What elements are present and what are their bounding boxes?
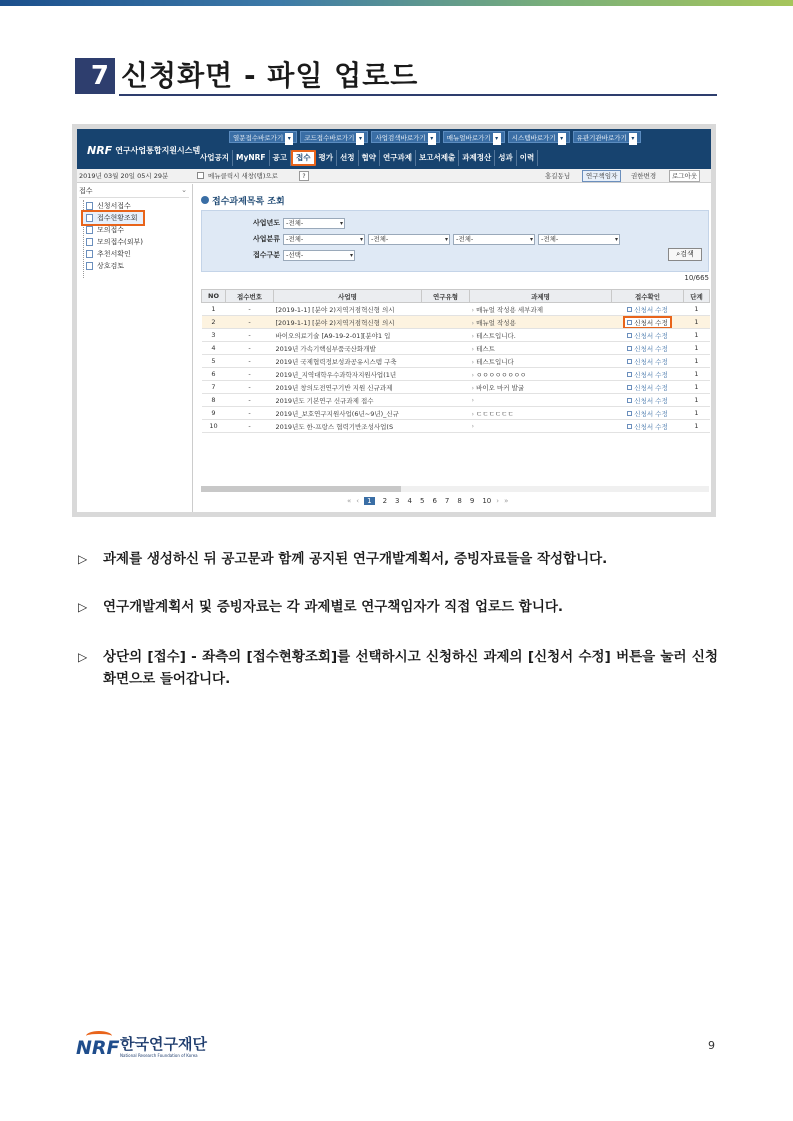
first-page-button[interactable]: « bbox=[347, 497, 352, 505]
page-link[interactable]: 5 bbox=[419, 497, 425, 505]
cell-title-text: ㅇㅇㅇㅇㅇㅇㅇㅇ bbox=[476, 370, 527, 379]
page-link[interactable]: 10 bbox=[482, 497, 492, 505]
edit-application-button[interactable] bbox=[627, 305, 667, 314]
column-header: 접수확인 bbox=[612, 290, 684, 303]
cell-no: 4 bbox=[202, 342, 226, 355]
cell-type bbox=[422, 316, 470, 329]
document-icon bbox=[627, 307, 632, 312]
nrf-logo-mark: NRF bbox=[87, 143, 113, 157]
nav-item-submission[interactable]: 접수 bbox=[291, 150, 316, 166]
column-header: 접수번호 bbox=[226, 290, 274, 303]
page-link[interactable]: 2 bbox=[382, 497, 388, 505]
arrow-right-icon: › bbox=[471, 318, 475, 327]
quick-link-label: 매뉴얼바로가기 bbox=[446, 134, 491, 142]
chevron-down-icon: ▾ bbox=[493, 133, 501, 145]
cell-project: 2019년 가속기핵심부품국산화개발 bbox=[274, 342, 422, 355]
embedded-screenshot bbox=[72, 124, 716, 517]
section-number: 7 bbox=[75, 58, 115, 94]
edit-application-button[interactable] bbox=[627, 370, 667, 379]
sidebar-item-peer-review[interactable] bbox=[83, 260, 143, 272]
cell-number: - bbox=[226, 368, 274, 381]
filter-row-year bbox=[250, 217, 345, 229]
table-row[interactable] bbox=[202, 316, 710, 329]
document-icon bbox=[86, 238, 93, 246]
filter-row-type bbox=[250, 249, 355, 261]
search-filter-panel bbox=[201, 210, 709, 272]
cell-stage: 1 bbox=[684, 381, 710, 394]
cell-status bbox=[612, 355, 684, 368]
arrow-right-icon: › bbox=[471, 383, 475, 392]
document-icon bbox=[627, 398, 632, 403]
sidebar-item-label: 모의접수(외부) bbox=[97, 238, 144, 246]
nav-item-report[interactable]: 보고서제출 bbox=[416, 150, 459, 166]
chevron-down-icon: ▾ bbox=[428, 133, 436, 145]
cell-type bbox=[422, 303, 470, 316]
column-header: 단계 bbox=[684, 290, 710, 303]
cell-number: - bbox=[226, 329, 274, 342]
cell-project: 바이오의료기술 [A9-19-2-01][분야1 입 bbox=[274, 329, 422, 342]
cell-no: 8 bbox=[202, 394, 226, 407]
category-select[interactable]: -전체- ▾ bbox=[368, 234, 450, 245]
table-row[interactable] bbox=[202, 355, 710, 368]
cell-project: 2019년도 한-프랑스 협력기반조성사업(S bbox=[274, 420, 422, 433]
cell-status bbox=[612, 394, 684, 407]
table-row[interactable] bbox=[202, 394, 710, 407]
cell-stage: 1 bbox=[684, 355, 710, 368]
role-select[interactable]: 연구책임자 bbox=[582, 170, 621, 182]
arrow-right-icon: › bbox=[471, 331, 475, 340]
cell-no: 1 bbox=[202, 303, 226, 316]
arrow-right-icon: › bbox=[471, 305, 475, 314]
cell-number: - bbox=[226, 342, 274, 355]
document-icon bbox=[627, 385, 632, 390]
filter-label: 접수구분 bbox=[252, 251, 280, 259]
cell-no: 6 bbox=[202, 368, 226, 381]
cell-title bbox=[470, 303, 612, 316]
cell-status bbox=[612, 329, 684, 342]
cell-title bbox=[470, 420, 612, 433]
cell-type bbox=[422, 407, 470, 420]
filter-row-category bbox=[250, 233, 620, 245]
cell-status bbox=[612, 316, 684, 329]
cell-title bbox=[470, 316, 612, 329]
edit-application-button[interactable] bbox=[627, 357, 667, 366]
category-select[interactable]: -전체- ▾ bbox=[538, 234, 620, 245]
cell-title bbox=[470, 342, 612, 355]
cell-no: 7 bbox=[202, 381, 226, 394]
org-name-korean: 한국연구재단 bbox=[120, 1035, 207, 1053]
cell-type bbox=[422, 342, 470, 355]
filter-label: 사업년도 bbox=[252, 219, 280, 227]
chevron-down-icon: ▾ bbox=[558, 133, 566, 145]
document-icon bbox=[627, 320, 632, 325]
global-nav bbox=[197, 150, 538, 166]
cell-title bbox=[470, 355, 612, 368]
cell-title-text: 테스트입니다. bbox=[476, 331, 516, 340]
app-logo[interactable] bbox=[87, 139, 200, 161]
section-underline bbox=[119, 94, 717, 96]
cell-title-text: 매뉴얼 작성용 세부과제 bbox=[476, 305, 544, 314]
edit-application-button[interactable] bbox=[627, 331, 667, 340]
sidebar-item-label: 상호검토 bbox=[97, 262, 125, 270]
help-icon[interactable]: ? bbox=[299, 171, 309, 181]
content-area bbox=[201, 184, 709, 517]
column-header: 사업명 bbox=[274, 290, 422, 303]
section-title: 신청화면 - 파일 업로드 bbox=[121, 59, 419, 92]
edit-application-button[interactable] bbox=[627, 344, 667, 353]
cell-type bbox=[422, 394, 470, 407]
instruction-text: 과제를 생성하신 뒤 공고문과 함께 공지된 연구개발계획서, 증빙자료들을 작성합니다. bbox=[103, 551, 608, 567]
edit-application-label: 신청서 수정 bbox=[634, 383, 668, 392]
document-icon bbox=[86, 262, 93, 270]
quick-link[interactable] bbox=[508, 131, 570, 143]
cell-type bbox=[422, 381, 470, 394]
cell-no: 9 bbox=[202, 407, 226, 420]
edit-application-label: 신청서 수정 bbox=[634, 370, 668, 379]
cell-no: 3 bbox=[202, 329, 226, 342]
table-row[interactable] bbox=[202, 368, 710, 381]
sidebar-item-application[interactable] bbox=[83, 200, 143, 212]
cell-title bbox=[470, 394, 612, 407]
sidebar-item-mock[interactable] bbox=[83, 224, 143, 236]
submission-table bbox=[201, 289, 710, 433]
document-icon bbox=[627, 346, 632, 351]
cell-stage: 1 bbox=[684, 420, 710, 433]
nav-item-research[interactable]: 연구과제 bbox=[380, 150, 416, 166]
system-name: 연구사업통합지원시스템 bbox=[115, 145, 201, 155]
page-number: 9 bbox=[708, 1039, 715, 1052]
cell-no: 2 bbox=[202, 316, 226, 329]
cell-number: - bbox=[226, 420, 274, 433]
edit-application-label: 신청서 수정 bbox=[634, 357, 668, 366]
cell-status bbox=[612, 342, 684, 355]
cell-status bbox=[612, 368, 684, 381]
table-row[interactable] bbox=[202, 407, 710, 420]
cell-number: - bbox=[226, 381, 274, 394]
nav-item-history[interactable]: 이력 bbox=[517, 150, 539, 166]
arrow-right-icon: › bbox=[471, 409, 475, 418]
left-nav bbox=[77, 184, 193, 517]
page-link[interactable]: 7 bbox=[444, 497, 450, 505]
cell-stage: 1 bbox=[684, 368, 710, 381]
bullet-icon bbox=[201, 196, 209, 204]
logout-button[interactable]: 로그아웃 bbox=[669, 170, 700, 182]
page-link[interactable]: 9 bbox=[469, 497, 475, 505]
document-icon bbox=[86, 202, 93, 210]
year-select[interactable]: -전체- ▾ bbox=[283, 218, 345, 229]
nav-item-agreement[interactable]: 협약 bbox=[359, 150, 381, 166]
quick-link-label: 시스템바로가기 bbox=[511, 134, 556, 142]
cell-title-text: 매뉴얼 작성용 bbox=[476, 318, 516, 327]
cell-project: [2019-1-1] [분야 2)지역거점혁신형 의시 bbox=[274, 303, 422, 316]
page-link[interactable]: 6 bbox=[432, 497, 437, 505]
triangle-bullet-icon: ▷ bbox=[78, 552, 88, 566]
edit-application-button[interactable] bbox=[627, 383, 667, 392]
prev-page-button[interactable]: ‹ bbox=[356, 497, 360, 505]
nav-item-evaluation[interactable]: 평가 bbox=[316, 150, 338, 166]
cell-project: 2019년_지역대학우수과학자지원사업(1년 bbox=[274, 368, 422, 381]
sidebar-item-label: 접수현황조회 bbox=[97, 214, 138, 222]
quick-link-label: 사업검색바로가기 bbox=[375, 134, 426, 142]
edit-application-button[interactable] bbox=[627, 409, 667, 418]
document-icon bbox=[86, 214, 93, 222]
document-icon bbox=[627, 411, 632, 416]
edit-application-button[interactable] bbox=[627, 422, 667, 431]
page-link[interactable]: 3 bbox=[395, 497, 400, 505]
new-window-checkbox[interactable] bbox=[197, 172, 204, 179]
edit-application-label: 신청서 수정 bbox=[634, 305, 668, 314]
document-icon bbox=[86, 226, 93, 234]
cell-no: 5 bbox=[202, 355, 226, 368]
edit-application-label: 신청서 수정 bbox=[634, 344, 668, 353]
chevron-down-icon: ▾ bbox=[356, 133, 364, 145]
quick-link-label: 열문접수바로가기 bbox=[233, 134, 284, 142]
table-row[interactable] bbox=[202, 381, 710, 394]
cell-project: 2019년 창의도전연구기반 지원 신규과제 bbox=[274, 381, 422, 394]
next-page-button[interactable]: › bbox=[496, 497, 500, 505]
cell-project: 2019년 국제협력정보성과공유시스템 구축 bbox=[274, 355, 422, 368]
last-page-button[interactable]: » bbox=[504, 497, 509, 505]
cell-status bbox=[612, 381, 684, 394]
cell-title-text: 테스트 bbox=[476, 344, 495, 353]
cell-status bbox=[612, 407, 684, 420]
scrollbar-thumb[interactable] bbox=[201, 486, 401, 492]
arrow-right-icon: › bbox=[471, 344, 475, 353]
filter-label: 사업분류 bbox=[252, 235, 280, 243]
edit-application-button[interactable] bbox=[625, 318, 669, 327]
horizontal-scrollbar[interactable] bbox=[201, 486, 709, 492]
pagination bbox=[347, 497, 508, 505]
page-link[interactable]: 8 bbox=[457, 497, 462, 505]
sidebar-item-mock-external[interactable] bbox=[83, 236, 143, 248]
sidebar-item-submission-status[interactable] bbox=[83, 212, 143, 224]
cell-stage: 1 bbox=[684, 316, 710, 329]
cell-title bbox=[470, 368, 612, 381]
arrow-right-icon: › bbox=[471, 357, 475, 366]
edit-application-label: 신청서 수정 bbox=[634, 422, 668, 431]
cell-number: - bbox=[226, 355, 274, 368]
search-button[interactable] bbox=[668, 248, 702, 261]
cell-title bbox=[470, 329, 612, 342]
cell-status bbox=[612, 303, 684, 316]
app-header bbox=[77, 129, 711, 169]
page-link[interactable]: 4 bbox=[407, 497, 412, 505]
cell-number: - bbox=[226, 394, 274, 407]
document-icon bbox=[86, 250, 93, 258]
cell-title bbox=[470, 381, 612, 394]
content-title-text: 접수과제목록 조회 bbox=[212, 197, 285, 207]
cell-type bbox=[422, 368, 470, 381]
quick-links bbox=[229, 131, 641, 143]
new-window-label: 메뉴클릭시 새창(탭)으로 bbox=[208, 172, 278, 180]
category-select[interactable]: -전체- ▾ bbox=[283, 234, 365, 245]
cell-number: - bbox=[226, 407, 274, 420]
nav-item-results[interactable]: 성과 bbox=[495, 150, 517, 166]
cell-number: - bbox=[226, 303, 274, 316]
cell-title bbox=[470, 407, 612, 420]
cell-project: 2019년도 기본연구 신규과제 접수 bbox=[274, 394, 422, 407]
user-name: 홍길동님 bbox=[545, 172, 571, 180]
table-row[interactable] bbox=[202, 303, 710, 316]
search-icon: ⌕ bbox=[676, 250, 681, 258]
cell-stage: 1 bbox=[684, 394, 710, 407]
table-row[interactable] bbox=[202, 342, 710, 355]
triangle-bullet-icon: ▷ bbox=[78, 650, 88, 664]
footer-logo-mark: NRF bbox=[76, 1037, 120, 1059]
type-select[interactable]: -선택- ▾ bbox=[283, 250, 355, 261]
nav-item-settlement[interactable]: 과제정산 bbox=[459, 150, 495, 166]
sidebar-item-label: 모의접수 bbox=[97, 226, 125, 234]
category-select[interactable]: -전체- ▾ bbox=[453, 234, 535, 245]
chevron-down-icon: ▾ bbox=[629, 133, 637, 145]
quick-link[interactable] bbox=[573, 131, 641, 143]
page-numbers bbox=[364, 497, 491, 505]
chevron-down-icon: ⌄ bbox=[181, 186, 187, 194]
cell-stage: 1 bbox=[684, 303, 710, 316]
cell-title-text: ㄷㄷㄷㄷㄷㄷ bbox=[476, 409, 514, 418]
section-heading bbox=[75, 58, 717, 96]
cell-stage: 1 bbox=[684, 407, 710, 420]
edit-application-label: 신청서 수정 bbox=[634, 331, 668, 340]
table-row[interactable] bbox=[202, 420, 710, 433]
top-gradient-bar bbox=[0, 0, 793, 6]
current-datetime: 2019년 03월 20일 05시 29분 bbox=[79, 172, 169, 180]
cell-type bbox=[422, 420, 470, 433]
cell-title-text: 바이오 마커 발굴 bbox=[476, 383, 525, 392]
cell-type bbox=[422, 329, 470, 342]
quick-link-label: 유관기관바로가기 bbox=[576, 134, 627, 142]
document-icon bbox=[627, 333, 632, 338]
instruction-text: 연구개발계획서 및 증빙자료는 각 과제별로 연구책임자가 직접 업로드 합니다. bbox=[103, 599, 564, 615]
sidebar-item-label: 신청서접수 bbox=[97, 202, 131, 210]
document-icon bbox=[627, 372, 632, 377]
document-icon bbox=[627, 424, 632, 429]
cell-stage: 1 bbox=[684, 342, 710, 355]
cell-number: - bbox=[226, 316, 274, 329]
result-count: 10/665 bbox=[684, 274, 709, 282]
sidebar-item-label: 추천서확인 bbox=[97, 250, 131, 258]
arrow-right-icon: › bbox=[471, 370, 475, 379]
edit-application-label: 신청서 수정 bbox=[634, 396, 668, 405]
cell-no: 10 bbox=[202, 420, 226, 433]
change-permission-button[interactable]: 권한변경 bbox=[631, 172, 657, 180]
search-button-label: 검색 bbox=[680, 250, 694, 258]
chevron-down-icon: ▾ bbox=[285, 133, 293, 145]
cell-stage: 1 bbox=[684, 329, 710, 342]
nav-item-notice[interactable]: 사업공지 bbox=[197, 150, 233, 166]
arrow-right-icon: › bbox=[471, 396, 475, 404]
column-header: 과제명 bbox=[470, 290, 612, 303]
document-icon bbox=[627, 359, 632, 364]
triangle-bullet-icon: ▷ bbox=[78, 600, 88, 614]
edit-application-button[interactable] bbox=[627, 396, 667, 405]
nav-item-mynrf[interactable]: MyNRF bbox=[233, 150, 270, 166]
nav-item-selection[interactable]: 선정 bbox=[337, 150, 359, 166]
left-nav-title: 접수 bbox=[79, 187, 93, 195]
quick-link[interactable] bbox=[229, 131, 297, 143]
column-header: 연구유형 bbox=[422, 290, 470, 303]
left-nav-header[interactable] bbox=[79, 186, 189, 198]
table-row[interactable] bbox=[202, 329, 710, 342]
org-name-english: National Research Foundation of Korea bbox=[120, 1053, 198, 1058]
cell-project: 2019년_보호연구지원사업(6년~9년)_신규 bbox=[274, 407, 422, 420]
cell-type bbox=[422, 355, 470, 368]
table-header-row bbox=[202, 290, 710, 303]
quick-link[interactable] bbox=[443, 131, 505, 143]
cell-title-text: 테스트입니다 bbox=[476, 357, 514, 366]
arrow-right-icon: › bbox=[471, 422, 475, 430]
sub-toolbar bbox=[77, 169, 711, 183]
instruction-text: 상단의 [접수] - 좌측의 [접수현황조회]를 선택하시고 신청하신 과제의 [신청서 수정] 버튼을 눌러 신청화면으로 들어갑니다. bbox=[103, 649, 718, 687]
left-nav-tree bbox=[83, 200, 143, 272]
cell-project: [2019-1-1] [분야 2)지역거점혁신형 의시 bbox=[274, 316, 422, 329]
sidebar-item-recommendation[interactable] bbox=[83, 248, 143, 260]
nav-item-announcement[interactable]: 공고 bbox=[270, 150, 292, 166]
quick-link[interactable] bbox=[300, 131, 368, 143]
page-link[interactable]: 1 bbox=[364, 497, 374, 505]
quick-link[interactable] bbox=[371, 131, 439, 143]
edit-application-label: 신청서 수정 bbox=[634, 318, 668, 327]
quick-link-label: 코드접수바로가기 bbox=[304, 134, 355, 142]
column-header: NO bbox=[202, 290, 226, 303]
content-title bbox=[201, 194, 285, 207]
edit-application-label: 신청서 수정 bbox=[634, 409, 668, 418]
cell-status bbox=[612, 420, 684, 433]
